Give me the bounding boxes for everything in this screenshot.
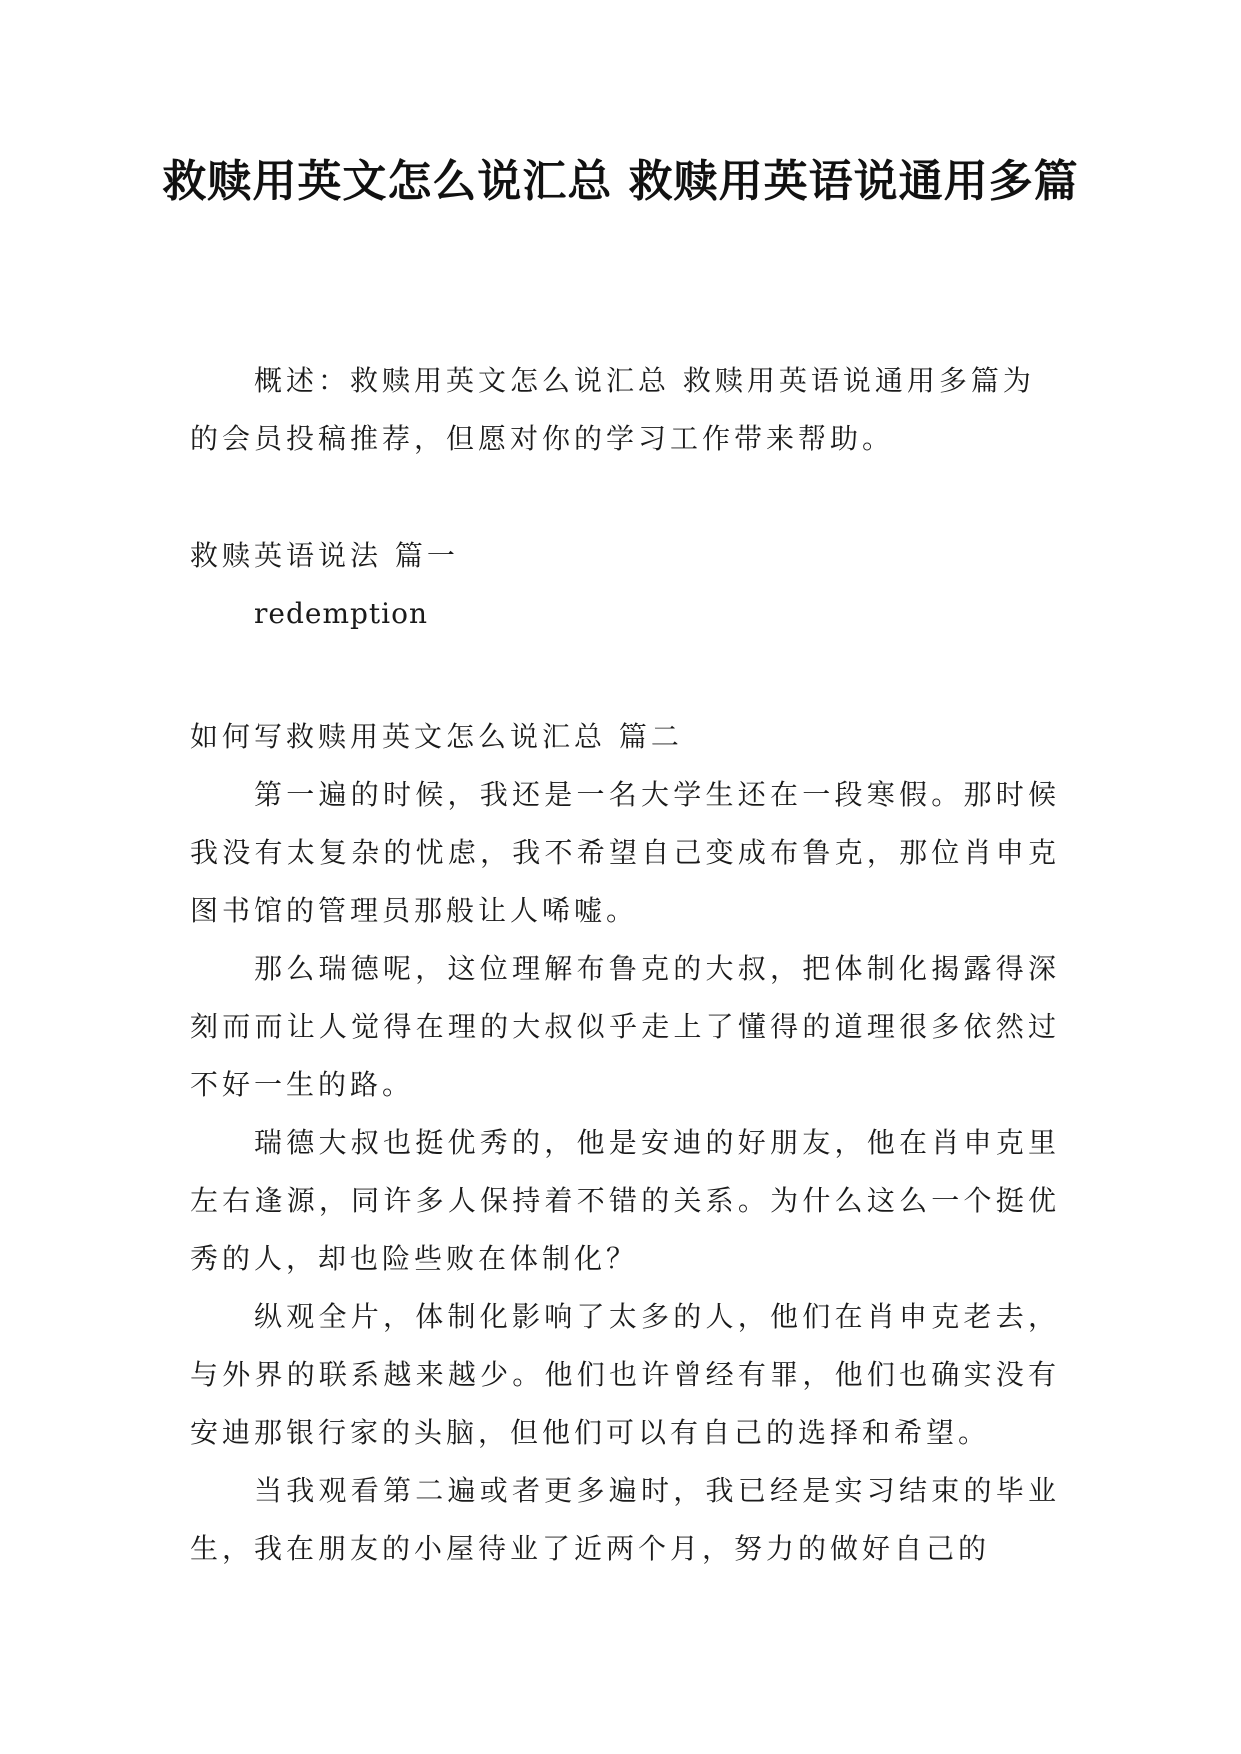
section-heading-2: 如何写救赎用英文怎么说汇总 篇二 xyxy=(190,720,683,753)
document-summary: 概述：救赎用英文怎么说汇总 救赎用英语说通用多篇为的会员投稿推荐，但愿对你的学习工作带来帮助。 xyxy=(190,364,1035,455)
paragraph: 第一遍的时候，我还是一名大学生还在一段寒假。那时候我没有太复杂的忧虑，我不希望自己变成布鲁克，那位肖申克图书馆的管理员那般让人唏嘘。 xyxy=(190,778,1060,927)
paragraph: 那么瑞德呢，这位理解布鲁克的大叔，把体制化揭露得深刻而而让人觉得在理的大叔似乎走上了懂得的道理很多依然过不好一生的路。 xyxy=(190,952,1060,1101)
paragraph: 当我观看第二遍或者更多遍时，我已经是实习结束的毕业生，我在朋友的小屋待业了近两个月，努力的做好自己的 xyxy=(190,1474,1060,1565)
section-heading-1: 救赎英语说法 篇一 xyxy=(190,539,459,572)
paragraph: 瑞德大叔也挺优秀的，他是安迪的好朋友，他在肖申克里左右逢源，同许多人保持着不错的关系。为什么这么一个挺优秀的人，却也险些败在体制化？ xyxy=(190,1126,1060,1275)
document-title: 救赎用英文怎么说汇总 救赎用英语说通用多篇 xyxy=(162,156,1079,207)
section-2-body xyxy=(190,766,1060,1578)
english-term: redemption xyxy=(254,597,429,630)
paragraph: 纵观全片，体制化影响了太多的人，他们在肖申克老去，与外界的联系越来越少。他们也许曾经有罪，他们也确实没有安迪那银行家的头脑，但他们可以有自己的选择和希望。 xyxy=(190,1300,1060,1449)
